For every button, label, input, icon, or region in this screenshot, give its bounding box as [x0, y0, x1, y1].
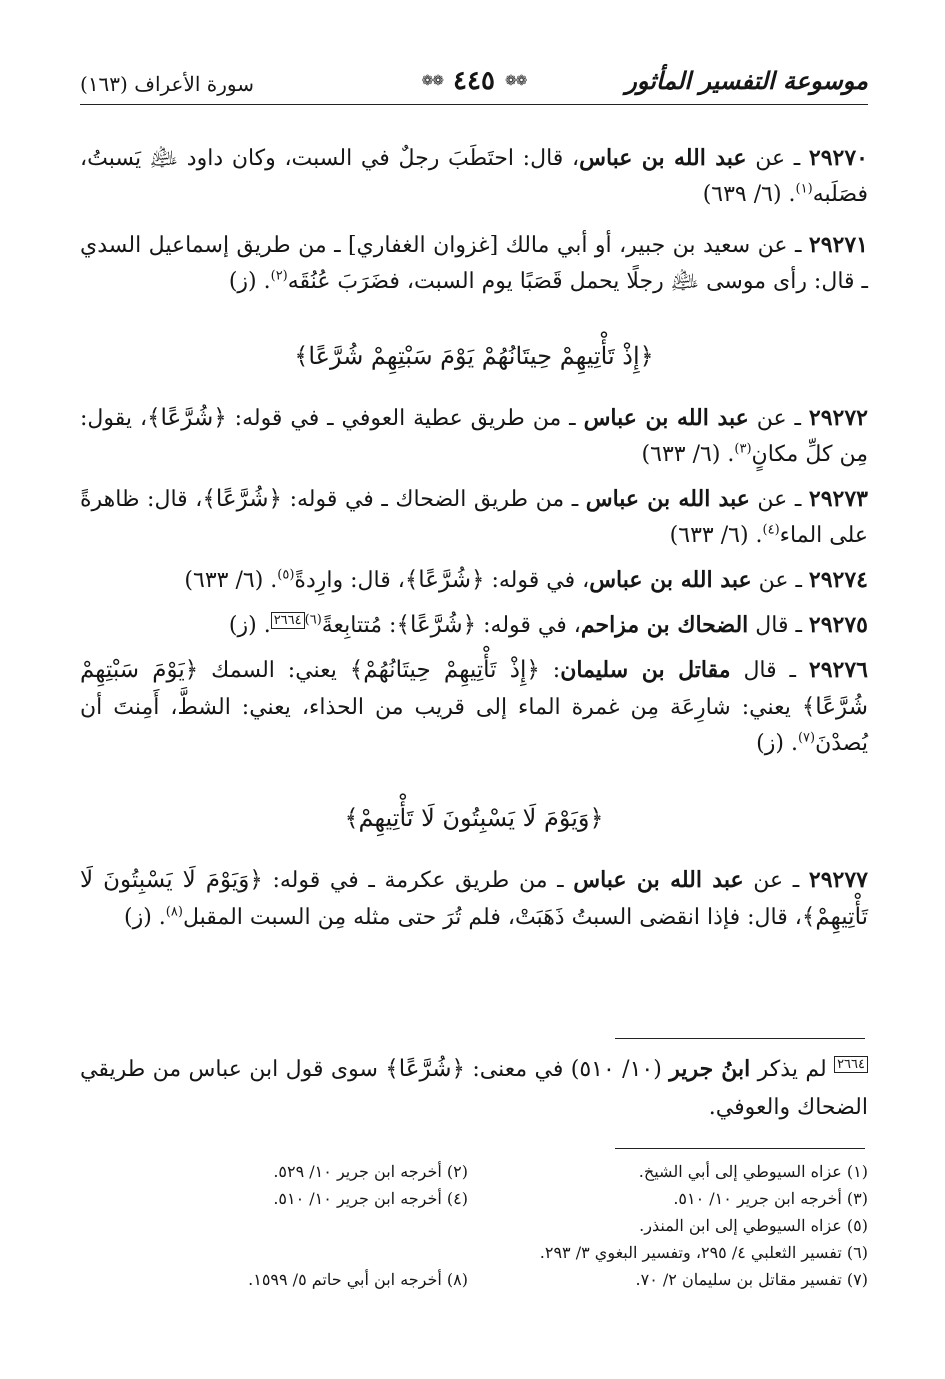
narration-paragraph: [80, 400, 868, 473]
verse-heading: ﴿وَيَوْمَ لَا يَسْبِتُونَ لَا تَأْتِيهِمْ﴾: [344, 804, 604, 832]
narration-text: ، قال: ظاهرةً على الماء: [80, 487, 868, 548]
narration-dash: ـ عن: [748, 406, 809, 431]
footnote-ref: (٨): [165, 904, 183, 920]
narration-paragraph: [80, 652, 868, 762]
main-text: [80, 140, 868, 950]
narrator-name: عبد الله بن عباس: [573, 867, 744, 893]
narration-dash: ـ قال: [730, 658, 809, 683]
verse-quote: ﴿شُرَّعًا﴾: [202, 486, 283, 512]
narration-text: ، قال: فإذا انقضى السبتُ ذَهَبَتْ، فلم تُرَ حتى مثله مِن السبت المقبل: [182, 905, 802, 930]
verse-quote: ﴿شُرَّعًا﴾: [385, 1056, 465, 1082]
narration-text: ـ من طريق عكرمة ـ في قوله:: [262, 868, 574, 893]
narration-source: . (ز): [756, 731, 798, 756]
verse-quote: ﴿شُرَّعًا﴾: [396, 612, 477, 638]
footnote-item: (٣) أخرجه ابن جرير ١٠/ ٥١٠.: [673, 1189, 868, 1208]
footnote-row: [80, 1239, 868, 1266]
narrator-name: الضحاك بن مزاحم: [580, 612, 749, 638]
footnote-ref: (١): [795, 181, 813, 197]
narration-dash: ـ عن: [746, 146, 809, 171]
page-header: [80, 66, 868, 106]
footnote-item: (٤) أخرجه ابن جرير ١٠/ ٥١٠.: [273, 1189, 468, 1208]
narration-source: . (ز): [228, 613, 271, 638]
footnote-ref: (٢): [270, 268, 288, 284]
narration-dash: ـ عن: [750, 233, 809, 258]
narration-text: يعني: شارِعَة مِن غمرة الماء إلى قريب من الحذاء، يعني: الشطَّ، أَمِنتَ أن يُصدْنَ: [80, 695, 868, 756]
footnote-item: (٦) تفسير الثعلبي ٤/ ٢٩٥، وتفسير البغوي ٣/ ٢٩٣.: [539, 1243, 868, 1262]
commentary-author: ابنُ جرير: [669, 1056, 751, 1082]
narrator-name: عبد الله بن عباس: [585, 486, 750, 512]
narration-text: ، في قوله:: [476, 613, 581, 638]
narration-paragraph: [80, 227, 868, 300]
footnote-item: (٨) أخرجه ابن أبي حاتم ٥/ ١٥٩٩.: [248, 1270, 468, 1289]
narration-source: . (ز): [124, 905, 166, 930]
narration-text: ـ من طريق عطية العوفي ـ في قوله:: [226, 406, 584, 431]
narration-text: ، في قوله:: [484, 568, 590, 593]
footnote-item: (٧) تفسير مقاتل بن سليمان ٢/ ٧٠.: [635, 1270, 868, 1289]
footnote-ref: (٦): [304, 612, 322, 628]
narrator-name: مقاتل بن سليمان: [560, 657, 731, 683]
narration-number: ٢٩٢٧٥: [808, 612, 868, 638]
verse-quote: ﴿شُرَّعًا﴾: [147, 405, 227, 431]
footnote-ref: (٤): [762, 522, 780, 538]
narration-text: ، قال: احتَطَبَ رجلٌ في السبت، وكان داود ﵇ يَسبتُ، فصَلَبه: [80, 146, 868, 207]
narration-source: . (٦/ ٦٣٣): [669, 523, 763, 548]
narration-source: . (٦/ ٦٣٣): [184, 568, 278, 593]
surah-label: سورة الأعراف (١٦٣): [80, 72, 255, 96]
narrator-name: عبد الله بن عباس: [583, 405, 749, 431]
narration-text: سعيد بن جبير، أو أبي مالك [غزوان الغفاري] ـ من طريق إسماعيل السدي ـ قال: رأى موسى ﵇ رجلًا يحمل قَصَبًا يوم السبت، فضَرَبَ عُنُقَه: [80, 233, 868, 294]
header-rule: [80, 104, 868, 105]
commentary-text: لم يذكر: [750, 1057, 835, 1082]
narration-text: ، قال: وارِدةً: [294, 568, 405, 593]
page-number-block: [422, 66, 527, 96]
footnotes: [80, 1158, 868, 1293]
ornament-icon: ❁❁: [421, 73, 444, 89]
verse-quote: ﴿إِذْ تَأْتِيهِمْ حِيتَانُهُمْ﴾: [349, 657, 540, 683]
narration-number: ٢٩٢٧٦: [808, 657, 868, 683]
narration-number: ٢٩٢٧٤: [808, 567, 868, 593]
footnote-ref: (٥): [277, 567, 295, 583]
narration-number: ٢٩٢٧٠: [808, 145, 868, 171]
narration-paragraph: [80, 481, 868, 554]
narration-text: :: [539, 658, 561, 683]
narration-text: يعني: السمك: [198, 658, 350, 683]
narrator-name: عبد الله بن عباس: [589, 567, 752, 593]
narration-dash: ـ عن: [751, 568, 809, 593]
footnote-item: (٢) أخرجه ابن جرير ١٠/ ٥٢٩.: [273, 1162, 468, 1181]
narration-number: ٢٩٢٧٧: [808, 867, 868, 893]
narrator-name: عبد الله بن عباس: [579, 145, 747, 171]
commentary-text: سوى قول ابن عباس من طريقي الضحاك والعوفي.: [80, 1057, 868, 1120]
narration-text: ، يقول: مِن كلِّ مكانٍ: [80, 406, 868, 467]
footnote-ref: (٣): [734, 441, 752, 457]
commentary-number-box: ٢٦٦٤: [834, 1056, 868, 1073]
narration-text: ـ من طريق الضحاك ـ في قوله:: [282, 487, 586, 512]
commentary-note: [80, 1050, 868, 1127]
narration-source: . (٦/ ٦٣٩): [702, 182, 796, 207]
verse-quote: ﴿شُرَّعًا﴾: [404, 567, 485, 593]
narration-paragraph: [80, 140, 868, 213]
footnote-row: [80, 1266, 868, 1293]
footnote-row: [80, 1158, 868, 1185]
verse-quote: ﴿وَيَوْمَ لَا يَسْبِتُونَ لَا تَأْتِيهِمْ﴾: [80, 867, 868, 930]
commentary-text: (١٠/ ٥١٠) في معنى:: [464, 1057, 670, 1082]
narration-number: ٢٩٢٧٣: [808, 486, 868, 512]
narration-text: : مُتتابِعةً: [321, 613, 397, 638]
narration-paragraph: [80, 607, 868, 644]
narration-dash: ـ قال: [748, 613, 809, 638]
book-title: موسوعة التفسير المأثور: [625, 66, 868, 95]
verse-heading: ﴿إِذْ تَأْتِيهِمْ حِيتَانُهُمْ يَوْمَ سَبْتِهِمْ شُرَّعًا﴾: [294, 342, 654, 370]
footnotes-rule: [615, 1148, 865, 1149]
narration-dash: ـ عن: [749, 487, 809, 512]
page-number: ٤٤٥: [453, 66, 495, 96]
footnote-ref: (٧): [797, 730, 816, 746]
footnote-item: (١) عزاه السيوطي إلى أبي الشيخ.: [638, 1162, 868, 1181]
narration-paragraph: [80, 862, 868, 936]
narration-source: . (ز): [228, 269, 271, 294]
narration-number: ٢٩٢٧١: [808, 232, 868, 258]
narration-number: ٢٩٢٧٢: [808, 405, 868, 431]
narration-source: . (٦/ ٦٣٣): [641, 442, 735, 467]
verse-quote: ﴿يَوْمَ سَبْتِهِمْ شُرَّعًا﴾: [80, 657, 868, 720]
ornament-icon: ❁❁: [504, 73, 527, 89]
footnote-row: [80, 1212, 868, 1239]
narration-dash: ـ عن: [743, 868, 809, 893]
commentary-ref-box: ٢٦٦٤: [271, 612, 305, 629]
commentary-rule: [615, 1038, 865, 1039]
footnote-row: [80, 1185, 868, 1212]
narration-paragraph: [80, 562, 868, 599]
footnote-item: (٥) عزاه السيوطي إلى ابن المنذر.: [639, 1216, 868, 1235]
